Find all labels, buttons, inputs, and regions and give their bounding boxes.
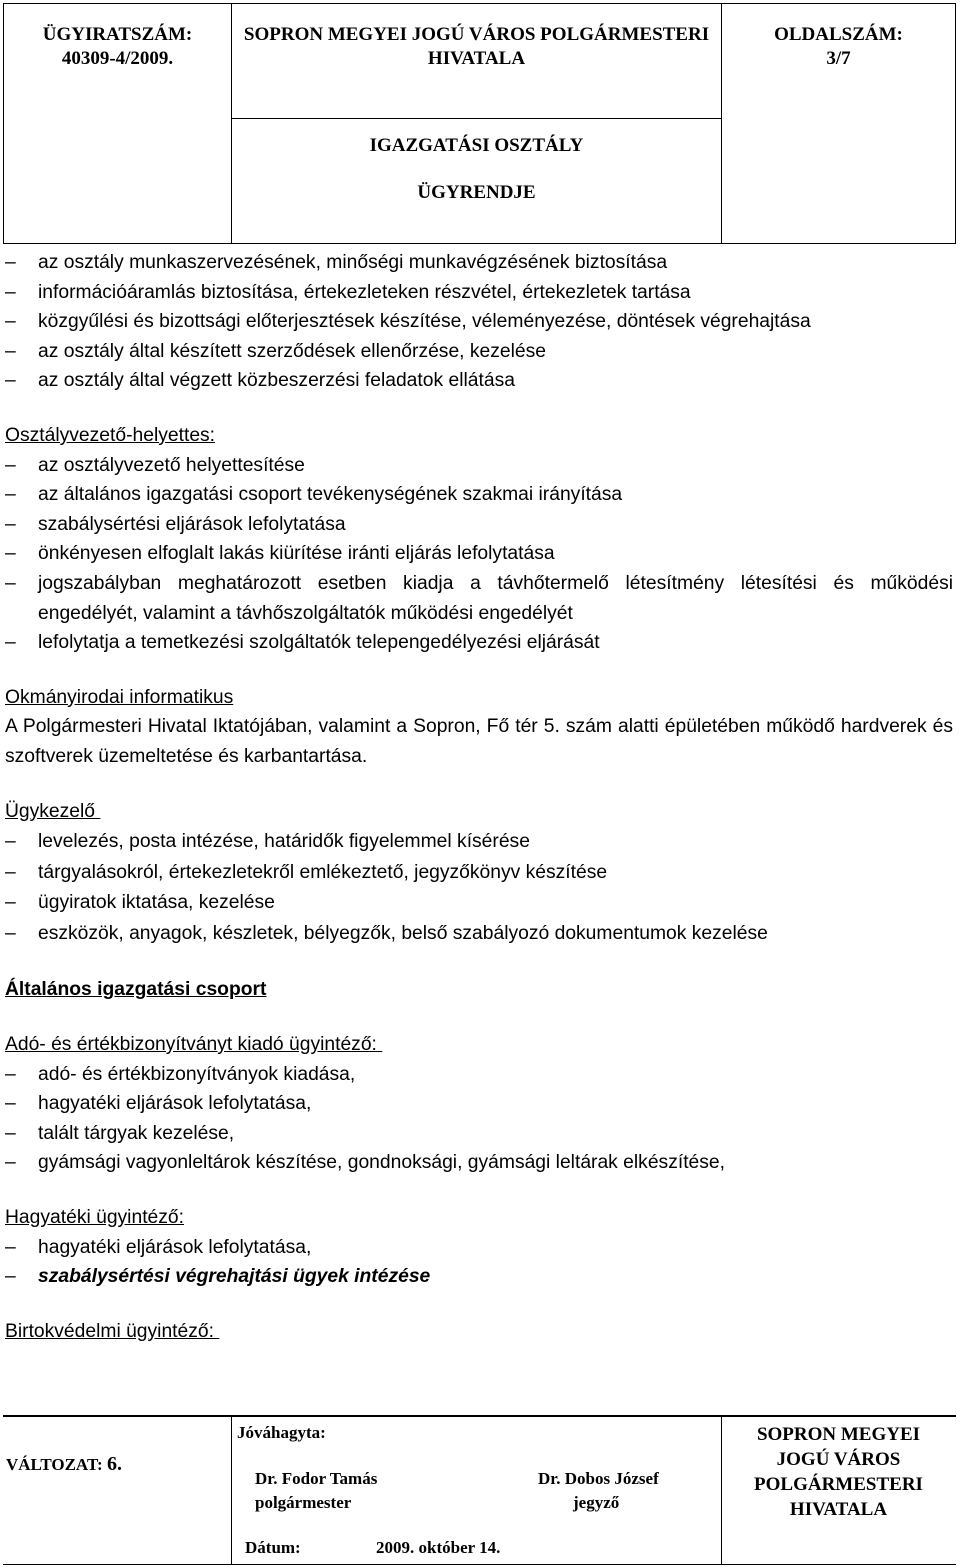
list-item: – az osztályvezető helyettesítése [5,451,953,481]
dash-bullet: – [5,454,16,476]
doc-number: 40309-4/2009. [61,48,174,69]
dash-bullet: – [5,311,16,333]
list-item: – szabálysértési végrehajtási ügyek intézése [5,1262,953,1292]
page-number-label: OLDALSZÁM: [774,24,903,45]
deputy-section [5,421,953,658]
list-item: – hagyatéki eljárások lefolytatása, [5,1233,953,1263]
list-item: – az osztály munkaszervezésének, minőségi munkavégzésének biztosítása [5,248,953,278]
dash-bullet: – [5,922,16,944]
version-cell [6,1453,122,1476]
date-value: 2009. október 14. [376,1538,501,1557]
dash-bullet: – [5,1236,16,1258]
top-list [5,248,953,396]
probate-section [5,1203,953,1292]
dash-bullet: – [5,861,16,883]
deputy-title: Osztályvezető-helyettes: [5,424,216,446]
footer-org-line2: JOGÚ VÁROS [776,1449,901,1470]
dash-bullet: – [5,370,16,392]
org-name-cell [232,23,721,71]
header-border-bottom [3,243,956,244]
page-number-cell [722,23,955,71]
dash-bullet: – [5,1122,16,1144]
footer-border-top [3,1415,956,1417]
dept-cell [232,134,721,204]
document-footer [3,1415,956,1565]
list-item: – talált tárgyak kezelése, [5,1119,953,1149]
org-name-line2: HIVATALA [427,48,526,69]
dash-bullet: – [5,340,16,362]
dash-bullet: – [5,252,16,273]
footer-org-line4: HIVATALA [789,1499,888,1520]
document-header [3,3,956,244]
version-number: 6. [106,1453,122,1475]
it-text: A Polgármesteri Hivatal Iktatójában, valamint a Sopron, Fő tér 5. szám alatti épületében működő hardverek és szoftverek üzemeltetése és karbantartása. [5,716,953,767]
tax-title: Adó- és értékbizonyítványt kiadó ügyintéző: [5,1034,383,1056]
clerk-section [5,797,953,949]
page-number: 3/7 [826,48,851,69]
list-item: – eszközök, anyagok, készletek, bélyegzők, belső szabályozó dokumentumok kezelése [5,919,953,949]
it-title: Okmányirodai informatikus [5,686,234,708]
approver1-role: polgármester [255,1493,352,1512]
list-item: – lefolytatja a temetkezési szolgáltatók telepengedélyezési eljárását [5,628,953,658]
dash-bullet: – [5,1266,16,1288]
dash-bullet: – [5,1152,16,1174]
list-item: – ügyiratok iktatása, kezelése [5,888,953,918]
dash-bullet: – [5,513,16,535]
list-item: – hagyatéki eljárások lefolytatása, [5,1089,953,1119]
dash-bullet: – [5,632,16,654]
list-item: – közgyűlési és bizottsági előterjesztések készítése, véleményezése, döntések végrehajtása [5,307,953,337]
group-title: Általános igazgatási csoport [5,979,267,1001]
clerk-title: Ügykezelő [5,800,101,822]
footer-org-line1: SOPRON MEGYEI [756,1424,921,1445]
date-label: Dátum: [245,1538,301,1557]
dash-bullet: – [5,892,16,914]
probate-title: Hagyatéki ügyintéző: [5,1207,184,1229]
document-body [5,248,953,1346]
approved-label: Jóváhagyta: [237,1423,326,1442]
dash-bullet: – [5,281,16,303]
list-item: – önkényesen elfoglalt lakás kiürítése iránti eljárás lefolytatása [5,539,953,569]
footer-border-bottom [3,1564,956,1565]
property-title: Birtokvédelmi ügyintéző: [5,1320,220,1342]
list-item: – adó- és értékbizonyítványok kiadása, [5,1060,953,1090]
footer-org-cell [722,1422,955,1522]
dash-bullet: – [5,831,16,853]
list-item: – az általános igazgatási csoport tevékenységének szakmai irányítása [5,480,953,510]
version-label: VÁLTOZAT: [6,1455,103,1474]
footer-org-line3: POLGÁRMESTERI [754,1474,923,1495]
tax-section [5,1030,953,1178]
header-divider-mid [231,118,722,119]
dash-bullet: – [5,484,16,506]
header-border-top [3,3,956,4]
list-item: – tárgyalásokról, értekezletekről emlékeztető, jegyzőkönyv készítése [5,858,953,888]
doc-type: ÜGYRENDJE [417,182,536,203]
list-item: – levelezés, posta intézése, határidők figyelemmel kísérése [5,827,953,857]
list-item: – gyámsági vagyonleltárok készítése, gondnoksági, gyámsági leltárak elkészítése, [5,1148,953,1178]
dept-name: IGAZGATÁSI OSZTÁLY [369,135,584,156]
dash-bullet: – [5,543,16,565]
list-item: – szabálysértési eljárások lefolytatása [5,510,953,540]
doc-number-label: ÜGYIRATSZÁM: [42,24,193,45]
list-item: – az osztály által készített szerződések ellenőrzése, kezelése [5,337,953,367]
list-item: – jogszabályban meghatározott esetben kiadja a távhőtermelő létesítmény létesítési és működési engedélyét, valamint a távhőszolgáltatók működési engedélyét [5,569,953,628]
dash-bullet: – [5,1063,16,1085]
doc-number-cell [4,23,231,71]
footer-divider-1 [231,1415,232,1565]
list-item: – információáramlás biztosítása, értekezleteken részvétel, értekezletek tartása [5,278,953,308]
approver1-name: Dr. Fodor Tamás [255,1469,378,1488]
approver2-name: Dr. Dobos József [538,1469,659,1488]
approver2-role: jegyző [573,1493,620,1512]
dash-bullet: – [5,1093,16,1115]
dash-bullet: – [5,572,16,594]
header-border-right [955,3,956,244]
list-item: – az osztály által végzett közbeszerzési feladatok ellátása [5,366,953,396]
it-section [5,683,953,772]
org-name-line1: SOPRON MEGYEI JOGÚ VÁROS POLGÁRMESTERI [243,24,710,45]
